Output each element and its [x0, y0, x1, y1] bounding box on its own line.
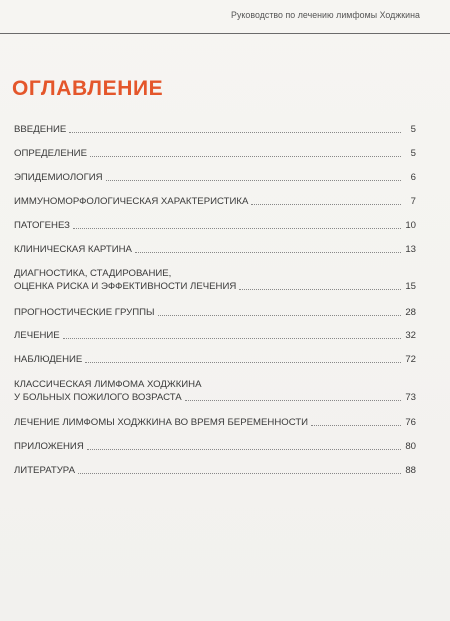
toc-entry-title-line1: ДИАГНОСТИКА, СТАДИРОВАНИЕ,: [14, 268, 172, 279]
toc-entry-page: 72: [405, 354, 416, 365]
dot-leader: [135, 251, 401, 253]
dot-leader: [106, 179, 401, 181]
toc-entry-title: НАБЛЮДЕНИЕ: [14, 354, 83, 365]
header-rule: [0, 33, 450, 34]
toc-entry-title: ВВЕДЕНИЕ: [14, 124, 67, 135]
toc-entry-title: КЛИНИЧЕСКАЯ КАРТИНА: [14, 244, 132, 255]
toc-entry-page: 80: [405, 441, 416, 452]
dot-leader: [185, 399, 401, 401]
toc-entry: [14, 440, 416, 453]
toc-entry: [14, 267, 416, 293]
dot-leader: [78, 472, 401, 474]
toc-entry: [14, 329, 416, 342]
toc-entry-page: 10: [405, 220, 416, 231]
toc-entry-title: ЛИТЕРАТУРА: [14, 465, 75, 476]
dot-leader: [85, 361, 401, 363]
toc-entry-title: ЭПИДЕМИОЛОГИЯ: [14, 172, 103, 183]
toc-entry: [14, 464, 416, 477]
running-header: Руководство по лечению лимфомы Ходжкина: [231, 10, 420, 20]
toc-entry-page: 32: [405, 330, 416, 341]
dot-leader: [69, 131, 401, 133]
toc-entry: [14, 416, 416, 429]
toc-entry-page: 13: [405, 244, 416, 255]
toc-entry: [14, 123, 416, 136]
toc-entry: [14, 219, 416, 232]
toc-entry-page: 6: [410, 172, 416, 183]
toc-entry-title: ОЦЕНКА РИСКА И ЭФФЕКТИВНОСТИ ЛЕЧЕНИЯ: [14, 281, 237, 292]
toc-entry-title: ОПРЕДЕЛЕНИЕ: [14, 148, 87, 159]
toc-entry-page: 15: [405, 281, 416, 292]
toc-entry: [14, 306, 416, 319]
toc-entry-title: ПАТОГЕНЕЗ: [14, 220, 70, 231]
dot-leader: [73, 227, 401, 229]
toc-entry-page: 5: [410, 148, 416, 159]
toc-entry-page: 7: [410, 196, 416, 207]
toc-entry-page: 5: [410, 124, 416, 135]
toc-entry: [14, 378, 416, 404]
toc-entry-page: 73: [405, 392, 416, 403]
dot-leader: [63, 337, 401, 339]
toc-entry-title: ПРИЛОЖЕНИЯ: [14, 441, 84, 452]
toc-entry-page: 28: [405, 307, 416, 318]
toc-entry-title: ПРОГНОСТИЧЕСКИЕ ГРУППЫ: [14, 307, 155, 318]
toc-entry: [14, 243, 416, 256]
toc-entry-title: ЛЕЧЕНИЕ: [14, 330, 60, 341]
toc-entry-title-line1: КЛАССИЧЕСКАЯ ЛИМФОМА ХОДЖКИНА: [14, 379, 202, 390]
dot-leader: [239, 288, 401, 290]
toc-entry: [14, 171, 416, 184]
toc-entry-page: 76: [405, 417, 416, 428]
toc-entry: [14, 195, 416, 208]
toc-entry-title: ЛЕЧЕНИЕ ЛИМФОМЫ ХОДЖКИНА ВО ВРЕМЯ БЕРЕМЕННОСТИ: [14, 417, 309, 428]
dot-leader: [158, 314, 401, 316]
toc-entry: [14, 147, 416, 160]
dot-leader: [87, 448, 401, 450]
toc-entry-title: ИММУНОМОРФОЛОГИЧЕСКАЯ ХАРАКТЕРИСТИКА: [14, 196, 249, 207]
toc-entry: [14, 353, 416, 366]
toc-entry-page: 88: [405, 465, 416, 476]
page-title: ОГЛАВЛЕНИЕ: [12, 77, 164, 100]
dot-leader: [251, 203, 401, 205]
toc-entry-title: У БОЛЬНЫХ ПОЖИЛОГО ВОЗРАСТА: [14, 392, 182, 403]
dot-leader: [311, 424, 401, 426]
dot-leader: [90, 155, 401, 157]
